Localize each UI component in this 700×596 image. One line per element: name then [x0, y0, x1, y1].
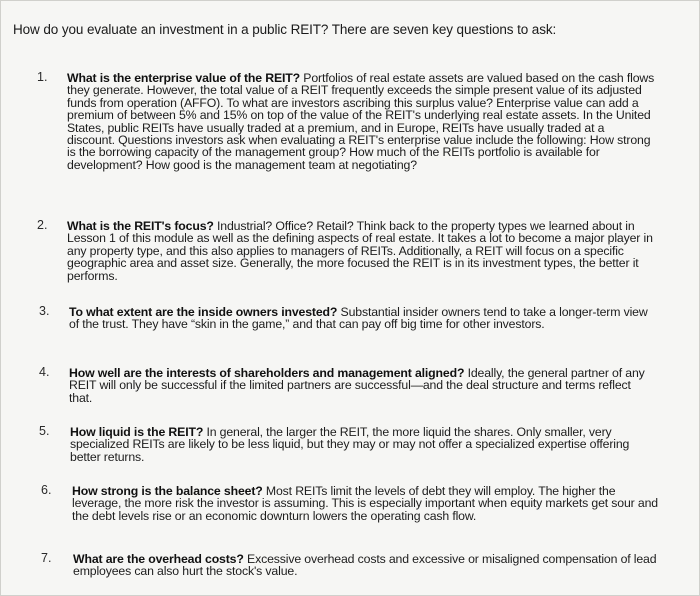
- question-number: 5.: [39, 424, 50, 438]
- question-body: Industrial? Office? Retail? Think back to the property types we learned about in Lesson 1 of this module as well as the defining aspects of real estate. It takes a lot to become a major player in any property type, and this also applies to managers of REITs. Additionally, a REIT will focus on a specific geographic area and asset size. Generally, the more focused the REIT is in its investment types, the better it performs.: [67, 219, 653, 283]
- question-number: 3.: [39, 304, 50, 318]
- question-heading: How strong is the balance sheet?: [72, 484, 263, 498]
- question-heading: What is the REIT's focus?: [67, 219, 214, 233]
- question-text: [73, 553, 661, 578]
- question-text: [67, 72, 655, 171]
- question-body: Ideally, the general partner of any REIT will only be successful if the limited partners are successful—and the deal structure and terms reflect that.: [69, 366, 645, 405]
- question-text: [70, 426, 658, 463]
- question-number: 4.: [39, 365, 50, 379]
- question-body: Portfolios of real estate assets are valued based on the cash flows they generate. However, the total value of a REIT frequently exceeds the simple present value of its adjusted funds from operation (AFFO). To what are investors ascribing this surplus value? Enterprise value can add a premium of between 5% and 15% on top of the value of the REIT's underlying real estate assets. In the United States, public REITs have usually traded at a premium, and in Europe, REITs have usually traded at a discount. Questions investors ask when evaluating a REIT's enterprise value include the following: How strong is the borrowing capacity of the management group? How much of the REITs portfolio is available for development? How good is the management team at negotiating?: [67, 71, 655, 172]
- question-number: 1.: [37, 70, 48, 84]
- question-body: Most REITs limit the levels of debt they will employ. The higher the leverage, the more risk the investor is assuming. This is especially important when equity markets get sour and the debt levels rise or an economic downturn lowers the operating cash flow.: [72, 484, 658, 523]
- question-heading: What is the enterprise value of the REIT?: [67, 71, 300, 85]
- question-heading: How liquid is the REIT?: [70, 425, 204, 439]
- question-text: [69, 367, 657, 404]
- question-body: Substantial insider owners tend to take a longer-term view of the trust. They have “skin in the game,” and that can pay off big time for other investors.: [69, 305, 648, 332]
- question-body: In general, the larger the REIT, the more liquid the shares. Only smaller, very specialized REITs are likely to be less liquid, but they may or may not offer a specialized expertise offering better returns.: [70, 425, 630, 464]
- question-text: [72, 485, 660, 522]
- question-number: 6.: [41, 483, 52, 497]
- question-body: Excessive overhead costs and excessive or misaligned compensation of lead employees can also hurt the stock's value.: [73, 552, 657, 579]
- intro-text: How do you evaluate an investment in a public REIT? There are seven key questions to ask:: [13, 22, 557, 37]
- question-text: [69, 306, 657, 331]
- question-number: 2.: [37, 218, 48, 232]
- question-number: 7.: [41, 551, 52, 565]
- question-heading: How well are the interests of shareholders and management aligned?: [69, 366, 465, 380]
- question-heading: What are the overhead costs?: [73, 552, 244, 566]
- question-heading: To what extent are the inside owners invested?: [69, 305, 338, 319]
- question-text: [67, 220, 655, 282]
